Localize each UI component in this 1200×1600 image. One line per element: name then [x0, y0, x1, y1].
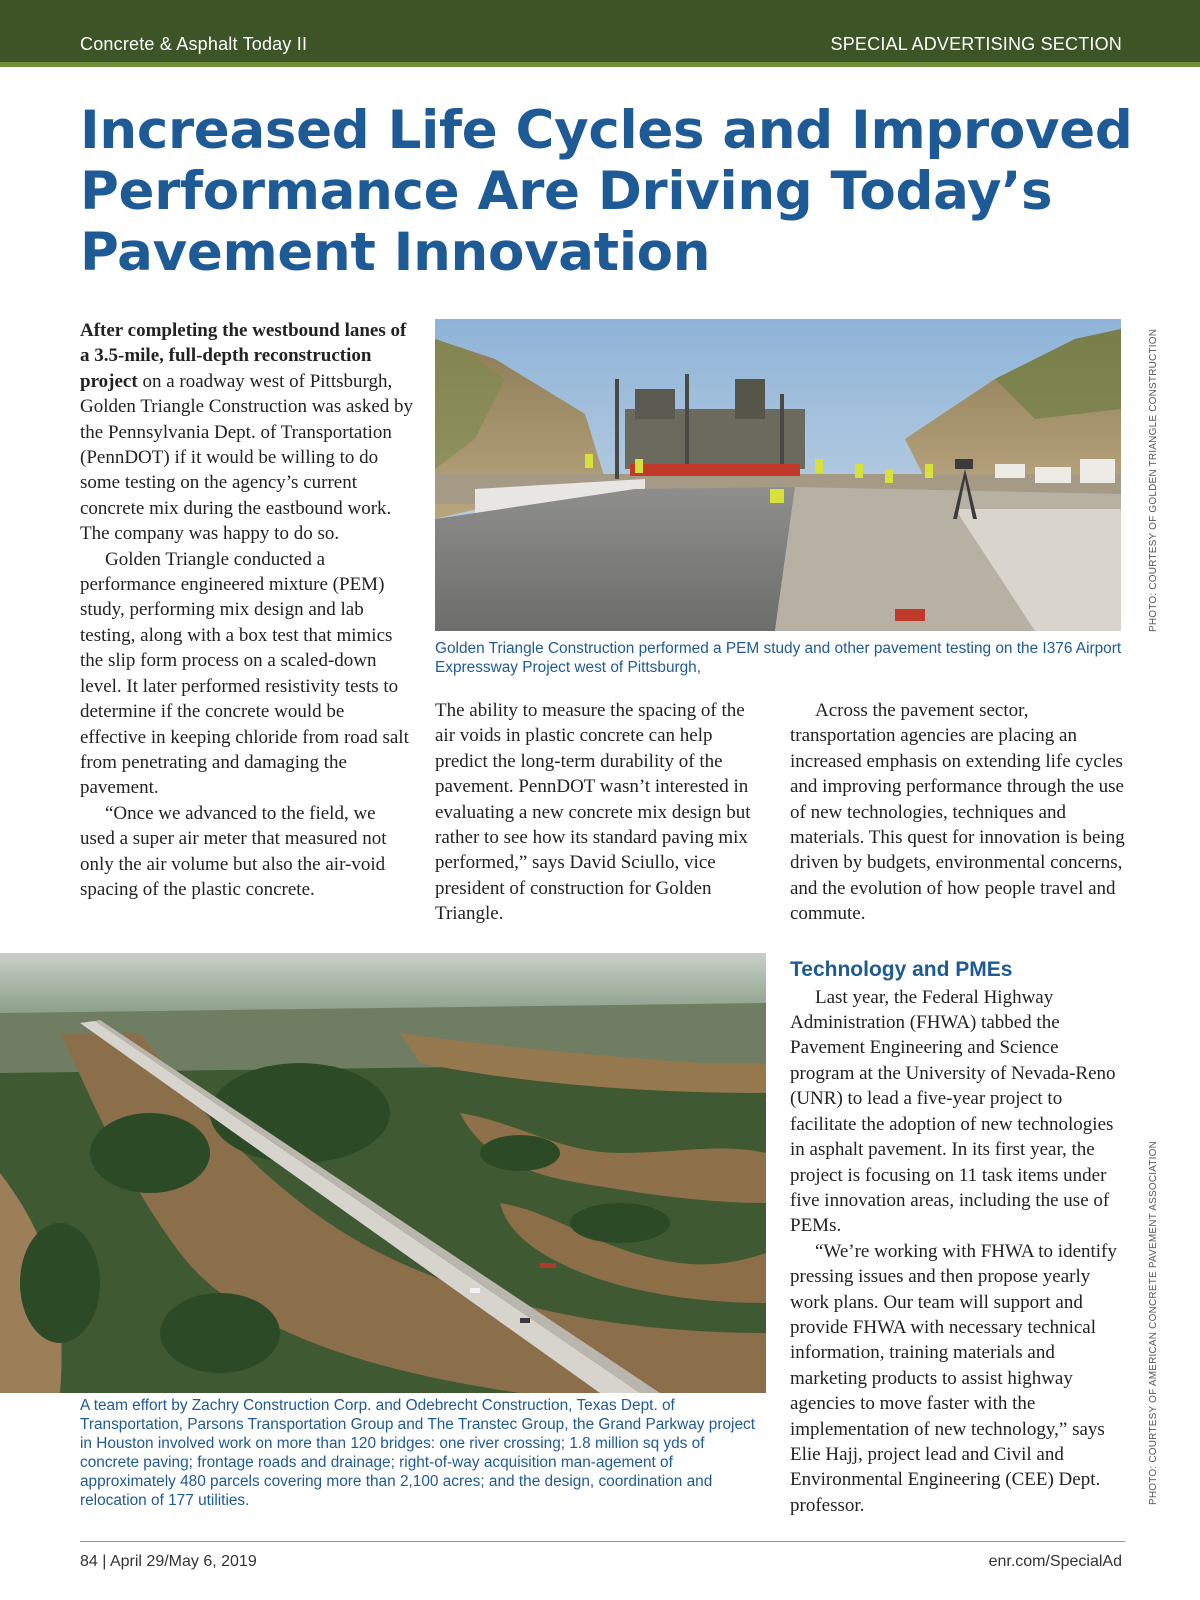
paragraph-field-quote: “Once we advanced to the field, we used a super air meter that measured not only the air volume but also the air-void spacing of the plastic concrete.	[80, 802, 387, 900]
section-heading-technology: Technology and PMEs	[790, 957, 1013, 981]
paragraph-hajj-quote: “We’re working with FHWA to identify pressing issues and then propose yearly work plans. Our team will support and provide FHWA with necessary technical information, training materials and marketing products to assist highway agencies to move faster with the implementation of new technology,” says Elie Hajj, project lead and Civil and Environmental Engineering (CEE) Dept. professor.	[790, 1240, 1117, 1516]
paragraph-pavement-sector: Across the pavement sector, transportation agencies are placing an increased emphasis on extending life cycles and improving performance through the use of new technologies, techniques and materials. This quest for innovation is being driven by budgets, environmental concerns, and the evolution of how people travel and commute.	[790, 700, 1125, 925]
article-headline: Increased Life Cycles and Improved Performance Are Driving Today’s Pavement Innovation	[80, 100, 1133, 283]
lead-in-text: After completing the westbound lanes of a 3.5-mile, full-depth reconstruction project	[80, 320, 407, 392]
article-column-1	[80, 318, 415, 902]
paving-crew-photo	[435, 319, 1121, 631]
footer-url-link[interactable]: enr.com/SpecialAd	[988, 1553, 1122, 1570]
photo-caption-paving: Golden Triangle Construction performed a PEM study and other pavement testing on the I376 Airport Expressway Project west of Pittsburgh,	[435, 640, 1122, 676]
paragraph-fhwa: Last year, the Federal Highway Administration (FHWA) tabbed the Pavement Engineering and Science program at the University of Nevada-Reno (UNR) to lead a five-year project to facilitate the adoption of new technologies in asphalt pavement. In its first year, the project is focusing on 11 task items under five innovation areas, including the use of PEMs.	[790, 986, 1116, 1237]
photo-credit-golden-triangle: PHOTO: COURTESY OF GOLDEN TRIANGLE CONSTRUCTION	[1148, 328, 1159, 632]
header-accent-line	[0, 62, 1200, 67]
photo-credit-acpa: PHOTO: COURTESY OF AMERICAN CONCRETE PAVEMENT ASSOCIATION	[1148, 1140, 1159, 1505]
aerial-bridge-photo	[0, 953, 766, 1393]
footer-divider	[80, 1541, 1125, 1542]
intro-text: on a roadway west of Pittsburgh, Golden Triangle Construction was asked by the Pennsylvania Dept. of Transportation (PennDOT) if it would be willing to do some testing on the agency’s current concrete mix during the eastbound work. The company was happy to do so.	[80, 370, 414, 545]
publication-name: Concrete & Asphalt Today II	[80, 34, 308, 54]
article-column-2	[435, 698, 767, 927]
article-column-3	[790, 698, 1125, 1518]
footer-page-info: 84 | April 29/May 6, 2019	[80, 1553, 257, 1570]
paragraph-intro	[80, 318, 415, 547]
section-label: SPECIAL ADVERTISING SECTION	[830, 34, 1122, 54]
paragraph-air-voids: The ability to measure the spacing of the air voids in plastic concrete can help predict the long-term durability of the pavement. PennDOT wasn’t interested in evaluating a new concrete mix design but rather to see how its standard paving mix performed,” says David Sciullo, vice president of construction for Golden Triangle.	[435, 700, 751, 925]
paragraph-pem-study: Golden Triangle conducted a performance engineered mixture (PEM) study, performing mix design and lab testing, along with a box test that mimics the slip form process on a scaled-down level. It later performed resistivity tests to determine if the concrete would be effective in keeping chloride from road salt from penetrating and damaging the pavement.	[80, 548, 409, 799]
header-bar	[0, 0, 1200, 62]
photo-caption-grand-parkway: A team effort by Zachry Construction Corp. and Odebrecht Construction, Texas Dept. of Transportation, Parsons Transportation Group and The Transtec Group, the Grand Parkway project in Houston involved work on more than 120 bridges: one river crossing; 1.8 million sq yds of concrete paving; frontage roads and drainage; right-of-way acquisition man-agement of approximately 480 parcels covering more than 2,100 acres; and the design, coordination and relocation of 177 utilities.	[80, 1397, 755, 1509]
column-spacer	[790, 927, 1125, 957]
